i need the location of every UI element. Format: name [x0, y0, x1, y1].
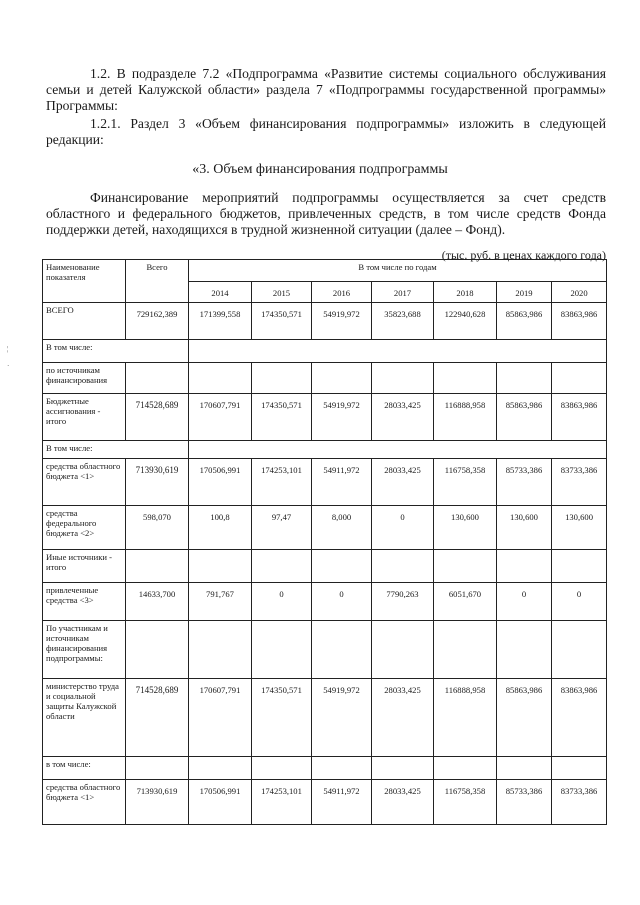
cell	[372, 757, 434, 780]
cell: 35823,688	[372, 303, 434, 340]
row-label: По участникам и источникам финансирования подпрограммы:	[43, 621, 126, 679]
margin-mark: ¦	[7, 345, 9, 353]
cell: 100,8	[189, 506, 252, 550]
cell: 83733,386	[552, 459, 607, 506]
cell: 83863,986	[552, 303, 607, 340]
header-name: Наименование показателя	[43, 260, 126, 303]
cell: 130,600	[434, 506, 497, 550]
year-header: 2019	[497, 282, 552, 303]
cell: 170506,991	[189, 780, 252, 825]
margin-mark: ·	[7, 362, 10, 370]
cell	[372, 621, 434, 679]
cell	[189, 757, 252, 780]
row-total	[126, 621, 189, 679]
cell: 28033,425	[372, 459, 434, 506]
table-row	[43, 394, 607, 441]
table-row	[43, 757, 607, 780]
cell: 28033,425	[372, 394, 434, 441]
cell: 171399,558	[189, 303, 252, 340]
cell: 174253,101	[252, 780, 312, 825]
cell	[189, 340, 607, 363]
row-total	[126, 363, 189, 394]
cell: 122940,628	[434, 303, 497, 340]
cell	[434, 363, 497, 394]
cell	[497, 757, 552, 780]
cell	[552, 757, 607, 780]
cell: 791,767	[189, 583, 252, 621]
row-total: 714528,689	[126, 394, 189, 441]
cell	[312, 621, 372, 679]
table-row	[43, 441, 607, 459]
cell: 174350,571	[252, 679, 312, 757]
row-label: Иные источники - итого	[43, 550, 126, 583]
financing-description: Финансирование мероприятий подпрограммы осуществляется за счет средств областного и федерального бюджетов, привлеченных средств, в том числе средств Фонда поддержки детей, находящихся в трудной жизненной ситуации (далее – Фонд).	[46, 190, 606, 237]
cell: 7790,263	[372, 583, 434, 621]
year-header: 2014	[189, 282, 252, 303]
cell: 174253,101	[252, 459, 312, 506]
cell: 116888,958	[434, 679, 497, 757]
year-header: 2018	[434, 282, 497, 303]
table-row	[43, 340, 607, 363]
cell: 85863,986	[497, 303, 552, 340]
row-label: В том числе:	[43, 340, 189, 363]
cell: 83863,986	[552, 394, 607, 441]
year-header: 2015	[252, 282, 312, 303]
cell: 170506,991	[189, 459, 252, 506]
row-total	[126, 550, 189, 583]
table-row	[43, 679, 607, 757]
cell	[252, 550, 312, 583]
cell	[252, 757, 312, 780]
cell: 130,600	[552, 506, 607, 550]
year-header: 2020	[552, 282, 607, 303]
unit-note: (тыс. руб. в ценах каждого года)	[441, 248, 606, 262]
cell	[552, 550, 607, 583]
cell: 174350,571	[252, 303, 312, 340]
table-row	[43, 583, 607, 621]
cell	[189, 441, 607, 459]
section-title: «3. Объем финансирования подпрограммы	[192, 162, 448, 177]
row-label: средства федерального бюджета <2>	[43, 506, 126, 550]
cell	[552, 363, 607, 394]
cell	[372, 363, 434, 394]
cell	[312, 757, 372, 780]
cell: 170607,791	[189, 679, 252, 757]
cell: 0	[497, 583, 552, 621]
cell	[434, 550, 497, 583]
cell	[189, 621, 252, 679]
table-row	[43, 363, 607, 394]
table-header-row	[43, 260, 607, 282]
cell	[189, 550, 252, 583]
intro-paragraph-1: 1.2. В подразделе 7.2 «Подпрограмма «Развитие системы социального обслуживания семьи и детей Калужской области» раздела 7 «Подпрограммы государственной программы» Программы:	[46, 66, 606, 113]
cell: 28033,425	[372, 780, 434, 825]
row-label: привлеченные средства <3>	[43, 583, 126, 621]
cell: 54919,972	[312, 679, 372, 757]
cell: 0	[372, 506, 434, 550]
cell: 0	[312, 583, 372, 621]
cell	[497, 363, 552, 394]
row-label: В том числе:	[43, 441, 189, 459]
table-row	[43, 780, 607, 825]
table-row	[43, 621, 607, 679]
cell: 8,000	[312, 506, 372, 550]
cell: 130,600	[497, 506, 552, 550]
cell	[497, 621, 552, 679]
row-label: министерство труда и социальной защиты Калужской области	[43, 679, 126, 757]
row-total: 714528,689	[126, 679, 189, 757]
table-row	[43, 459, 607, 506]
table-row	[43, 550, 607, 583]
table-row	[43, 303, 607, 340]
row-label: Бюджетные ассигнования - итого	[43, 394, 126, 441]
cell: 28033,425	[372, 679, 434, 757]
row-label: по источникам финансирования	[43, 363, 126, 394]
row-label: ВСЕГО	[43, 303, 126, 340]
cell: 85863,986	[497, 679, 552, 757]
cell	[434, 757, 497, 780]
cell	[189, 363, 252, 394]
row-total: 713930,619	[126, 780, 189, 825]
cell: 83863,986	[552, 679, 607, 757]
intro-paragraph-2: 1.2.1. Раздел 3 «Объем финансирования подпрограммы» изложить в следующей редакции:	[46, 116, 606, 147]
cell: 116758,358	[434, 780, 497, 825]
table-row	[43, 506, 607, 550]
cell	[312, 363, 372, 394]
cell: 85733,386	[497, 459, 552, 506]
cell: 174350,571	[252, 394, 312, 441]
cell: 54919,972	[312, 303, 372, 340]
cell: 116758,358	[434, 459, 497, 506]
row-total	[126, 757, 189, 780]
row-label: средства областного бюджета <1>	[43, 459, 126, 506]
year-header: 2017	[372, 282, 434, 303]
cell	[252, 363, 312, 394]
header-by-years: В том числе по годам	[189, 260, 607, 282]
cell	[552, 621, 607, 679]
cell: 54919,972	[312, 394, 372, 441]
row-total: 729162,389	[126, 303, 189, 340]
cell: 54911,972	[312, 459, 372, 506]
cell	[434, 621, 497, 679]
row-label: средства областного бюджета <1>	[43, 780, 126, 825]
cell: 170607,791	[189, 394, 252, 441]
cell: 85733,386	[497, 780, 552, 825]
cell: 83733,386	[552, 780, 607, 825]
header-total: Всего	[126, 260, 189, 303]
year-header: 2016	[312, 282, 372, 303]
cell	[252, 621, 312, 679]
row-label: в том числе:	[43, 757, 126, 780]
row-total: 14633,700	[126, 583, 189, 621]
cell: 0	[252, 583, 312, 621]
cell: 0	[552, 583, 607, 621]
cell	[497, 550, 552, 583]
cell: 6051,670	[434, 583, 497, 621]
cell: 54911,972	[312, 780, 372, 825]
cell	[372, 550, 434, 583]
cell: 85863,986	[497, 394, 552, 441]
cell: 97,47	[252, 506, 312, 550]
cell	[312, 550, 372, 583]
cell: 116888,958	[434, 394, 497, 441]
row-total: 598,070	[126, 506, 189, 550]
financing-table	[42, 259, 607, 825]
row-total: 713930,619	[126, 459, 189, 506]
